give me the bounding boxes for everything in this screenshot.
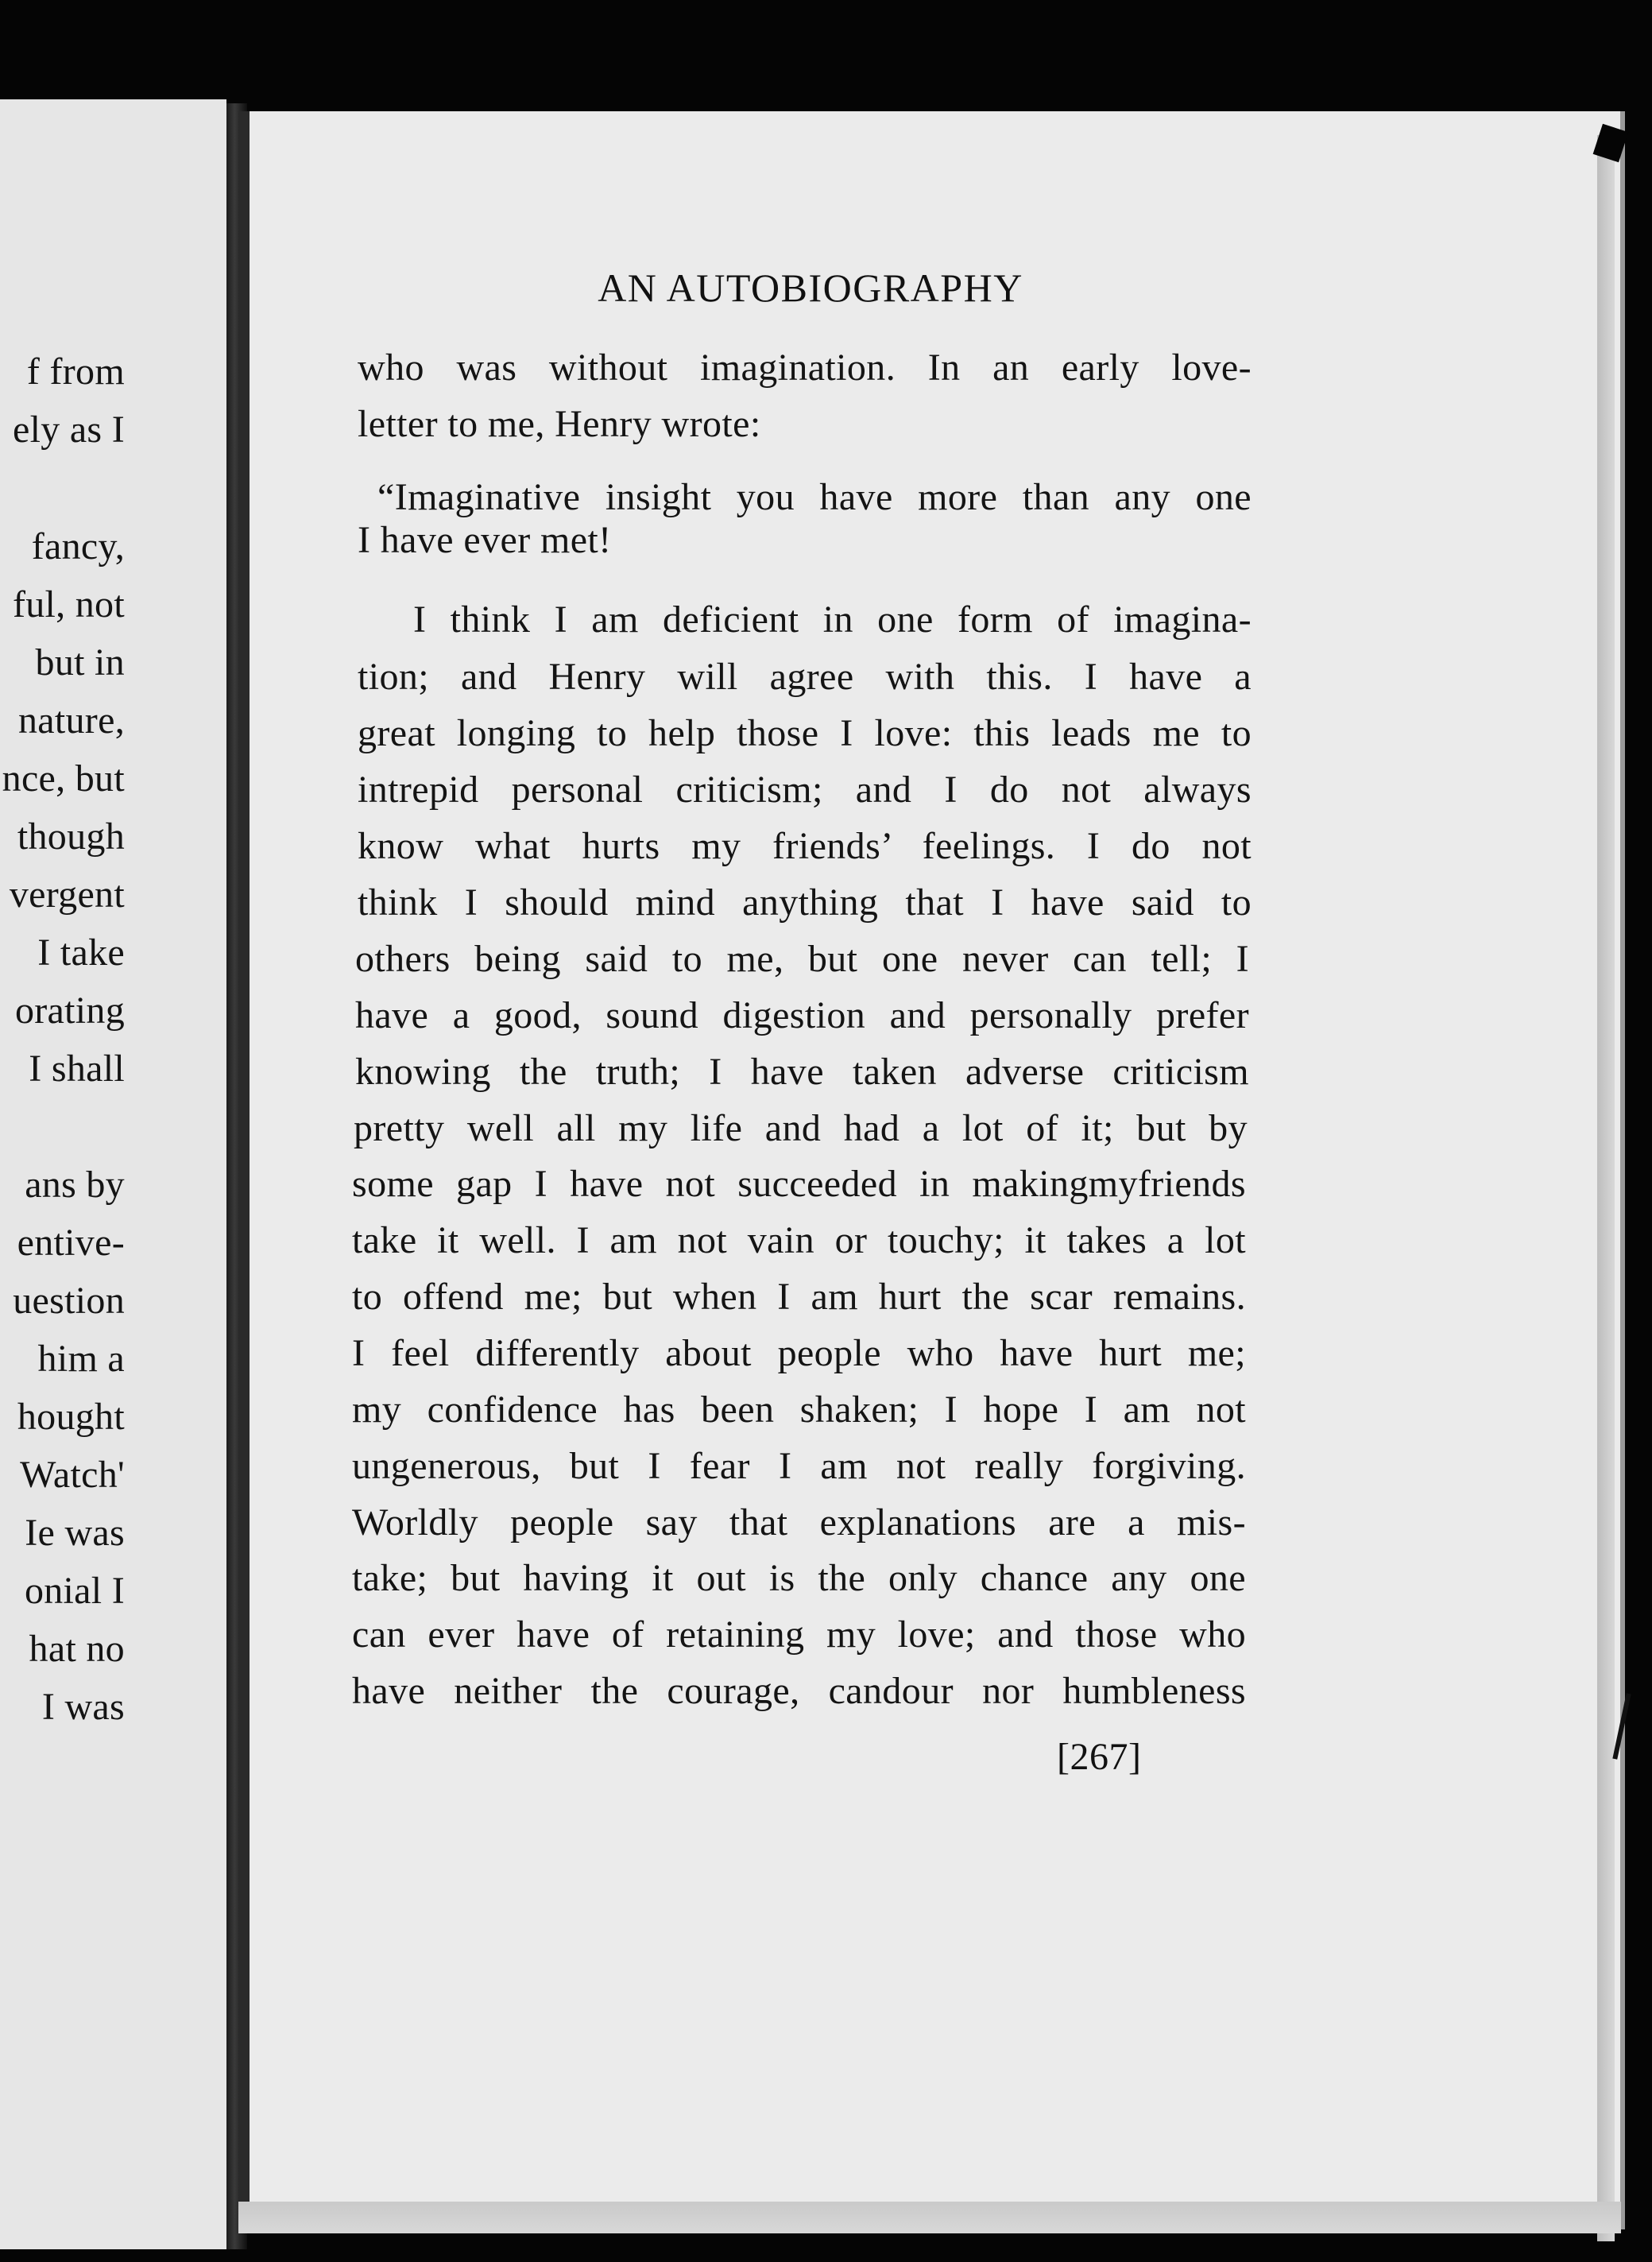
facing-page-line: fancy, xyxy=(31,525,125,567)
body-text-line: can ever have of retaining my love; and those who xyxy=(352,1613,1246,1656)
body-text-line: others being said to me, but one never can tell; I xyxy=(355,938,1249,980)
body-text-line: knowing the truth; I have taken adverse criticism xyxy=(355,1051,1249,1093)
body-text-line: I think I am deficient in one form of imagina- xyxy=(413,598,1252,641)
facing-page-line: I take xyxy=(37,932,125,974)
body-text-line: know what hurts my friends’ feelings. I do not xyxy=(358,825,1252,867)
body-text-line: have a good, sound digestion and personally prefer xyxy=(355,994,1249,1036)
page-number: [267] xyxy=(1057,1736,1142,1778)
page-edge-right xyxy=(1597,135,1615,2241)
facing-page-line: onial I xyxy=(24,1570,125,1612)
facing-page-line: Watch' xyxy=(20,1454,125,1496)
quotation-line: I have ever met! xyxy=(358,519,612,561)
facing-page-line: Ie was xyxy=(25,1512,125,1554)
body-text-line: take it well. I am not vain or touchy; it takes a lot xyxy=(352,1219,1246,1261)
running-head: AN AUTOBIOGRAPHY xyxy=(598,265,1023,310)
facing-page-line: him a xyxy=(37,1338,125,1380)
body-text-line: tion; and Henry will agree with this. I have a xyxy=(358,656,1252,698)
body-text-line: take; but having it out is the only chance any one xyxy=(352,1557,1246,1599)
facing-page-line: vergent xyxy=(9,873,125,916)
facing-page-line: f from xyxy=(26,351,125,393)
facing-page-line: nce, but xyxy=(2,757,125,800)
body-text-line: Worldly people say that explanations are a mis- xyxy=(352,1501,1246,1544)
facing-page-line: ans by xyxy=(25,1164,125,1206)
facing-page-fragment xyxy=(0,99,226,2249)
facing-page-line: entive- xyxy=(17,1222,125,1264)
facing-page-line: hought xyxy=(17,1396,125,1438)
body-text-line: to offend me; but when I am hurt the scar remains. xyxy=(352,1276,1246,1318)
body-text-line: I feel differently about people who have hurt me; xyxy=(352,1332,1246,1374)
body-text-line: great longing to help those I love: this leads me to xyxy=(358,712,1252,754)
facing-page-line: though xyxy=(17,815,125,858)
facing-page-line: I shall xyxy=(29,1048,125,1090)
page-edge-bottom xyxy=(238,2202,1621,2233)
body-text-line: intrepid personal criticism; and I do not always xyxy=(358,769,1252,811)
body-text-line: ungenerous, but I fear I am not really forgiving. xyxy=(352,1445,1246,1487)
body-text-line: who was without imagination. In an early love- xyxy=(358,347,1252,389)
body-text-line: letter to me, Henry wrote: xyxy=(358,403,761,445)
body-text-line: my confidence has been shaken; I hope I am not xyxy=(352,1389,1246,1431)
facing-page-line: ful, not xyxy=(12,583,125,626)
facing-page-line: nature, xyxy=(17,699,125,742)
body-text-line: pretty well all my life and had a lot of it; but by xyxy=(354,1107,1248,1149)
quotation-line: “Imaginative insight you have more than any one xyxy=(377,476,1252,518)
facing-page-line: uestion xyxy=(13,1280,125,1322)
body-text-line: think I should mind anything that I have said to xyxy=(358,881,1252,924)
facing-page-line: hat no xyxy=(29,1628,125,1670)
body-text-line: have neither the courage, candour nor humbleness xyxy=(352,1670,1246,1712)
body-text-line: some gap I have not succeeded in makingmyfriends xyxy=(352,1163,1246,1205)
facing-page-line: orating xyxy=(14,990,125,1032)
facing-page-line: ely as I xyxy=(12,409,125,451)
facing-page-line: but in xyxy=(35,641,125,684)
facing-page-line: I was xyxy=(41,1686,125,1728)
